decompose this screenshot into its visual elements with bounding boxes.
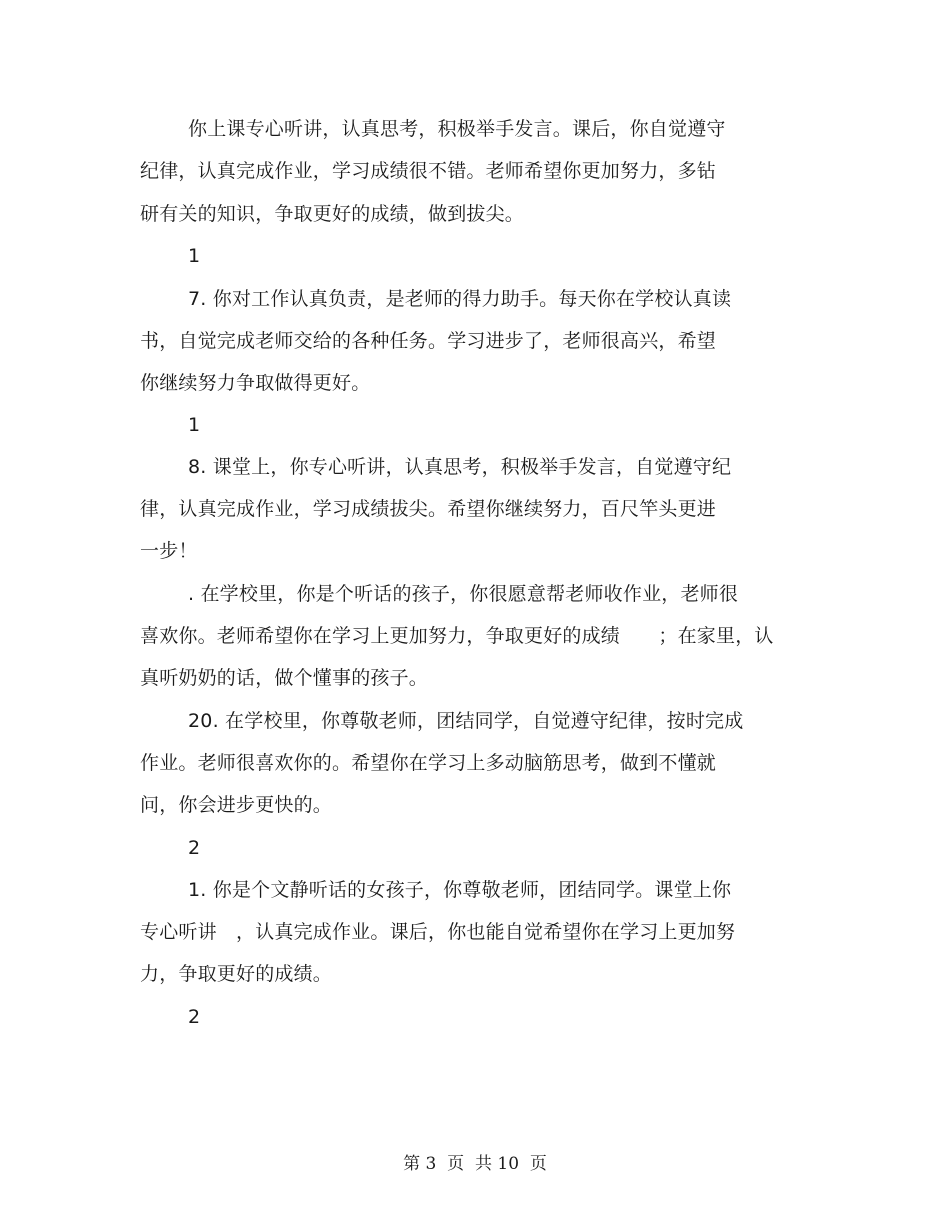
- text-line: 作业。老师很喜欢你的。希望你在学习上多动脑筋思考，做到不懂就: [140, 752, 717, 774]
- text-line: 1: [188, 414, 201, 436]
- text-line: . 在学校里，你是个听话的孩子，你很愿意帮老师收作业，老师很: [188, 583, 739, 605]
- text-line: 1. 你是个文静听话的女孩子，你尊敬老师，团结同学。课堂上你: [188, 879, 732, 901]
- text-line: 专心听讲 ，认真完成作业。课后，你也能自觉希望你在学习上更加努: [140, 921, 736, 943]
- text-line: 1: [188, 245, 201, 267]
- text-line: 一步！: [140, 540, 198, 562]
- text-line: 2: [188, 1006, 201, 1028]
- text-line: 真听奶奶的话，做个懂事的孩子。: [140, 667, 429, 689]
- text-line: 力，争取更好的成绩。: [140, 963, 333, 985]
- text-line: 纪律，认真完成作业，学习成绩很不错。老师希望你更加努力，多钻: [140, 160, 717, 182]
- text-line: 你继续努力争取做得更好。: [140, 372, 371, 394]
- text-line: 20. 在学校里，你尊敬老师，团结同学，自觉遵守纪律，按时完成: [188, 710, 744, 732]
- text-line: 8. 课堂上，你专心听讲，认真思考，积极举手发言，自觉遵守纪: [188, 456, 732, 478]
- page-number-footer: 第 3 页 共 10 页: [403, 1154, 547, 1174]
- text-line: 喜欢你。老师希望你在学习上更加努力，争取更好的成绩 ；在家里，认: [140, 625, 774, 647]
- text-line: 7. 你对工作认真负责，是老师的得力助手。每天你在学校认真读: [188, 288, 732, 310]
- text-line: 书，自觉完成老师交给的各种任务。学习进步了，老师很高兴，希望: [140, 330, 717, 352]
- text-line: 你上课专心听讲，认真思考，积极举手发言。课后，你自觉遵守: [188, 118, 726, 140]
- text-line: 2: [188, 837, 201, 859]
- text-line: 研有关的知识，争取更好的成绩，做到拔尖。: [140, 203, 525, 225]
- text-line: 问，你会进步更快的。: [140, 794, 333, 816]
- text-line: 律，认真完成作业，学习成绩拔尖。希望你继续努力，百尺竿头更进: [140, 498, 717, 520]
